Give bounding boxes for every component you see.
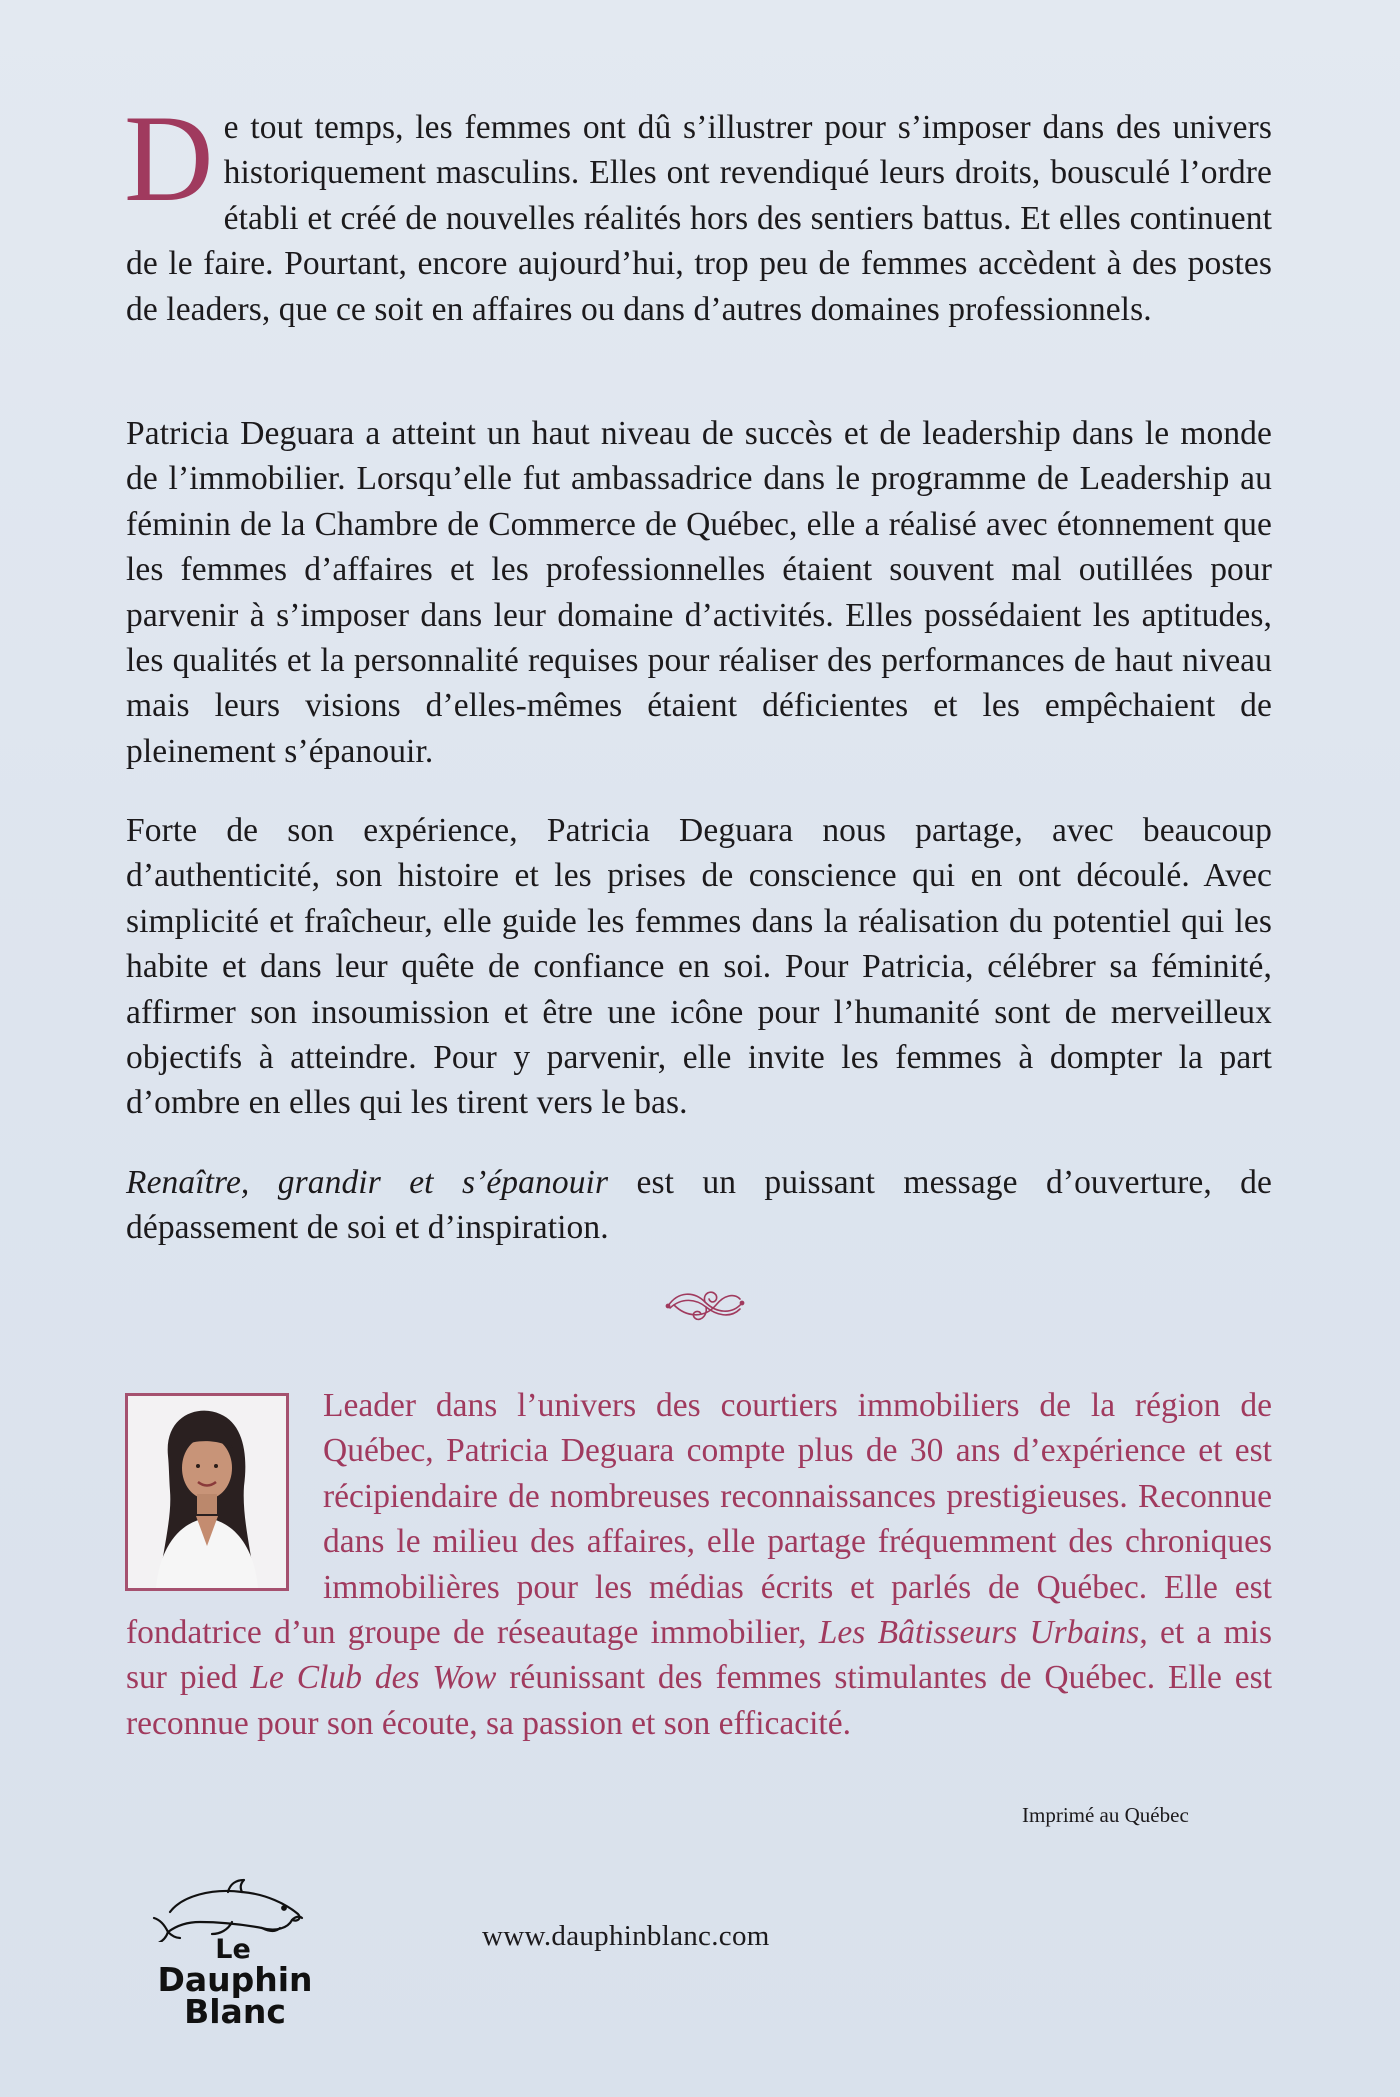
bio-text-3: réunissant des femmes stimulantes de Québec. Elle est reconnue pour son écoute, sa passion et son efficacité. <box>126 1659 1273 1742</box>
flourish-ornament-icon <box>664 1285 746 1327</box>
logo-word-dauphin: Dauphin <box>157 1960 313 1999</box>
author-photo <box>125 1393 289 1591</box>
closing-paragraph <box>126 1160 1272 1251</box>
bio-italic-2: Le Club des Wow <box>250 1659 497 1697</box>
drop-cap: D <box>124 90 214 227</box>
logo-word-blanc: Blanc <box>184 1992 286 2031</box>
bio-italic-1: Les Bâtisseurs Urbains <box>818 1614 1140 1652</box>
book-title: Renaître, grandir et s’épanouir <box>126 1164 609 1201</box>
logo-word-le: Le <box>215 1934 251 1965</box>
intro-paragraph <box>124 90 1272 332</box>
author-bio <box>126 1383 1272 1746</box>
publisher-logo <box>120 1872 350 2032</box>
publisher-website[interactable]: www.dauphinblanc.com <box>482 1920 770 1952</box>
bio-text-1: Leader dans l’univers des courtiers immobiliers de la région de Québec, Patricia Deguara compte plus de 30 ans d’expérience et est récipiendaire de nombreuses reconnaissances prestigieuses. Reconnue dans le milieu des affaires, elle partage fréquemment des chroniques immobilières pour les médias écrits et parlés de Québec. Elle est fondatrice d’un groupe de réseautage immobilier, <box>126 1387 1272 1652</box>
body-paragraph-2: Patricia Deguara a atteint un haut niveau de succès et de leadership dans le monde de l’immobilier. Lorsqu’elle fut ambassadrice dans le programme de Leadership au féminin de la Chambre de Commerce de Québec, elle a réalisé avec étonnement que les femmes d’affaires et les professionnelles étaient souvent mal outillées pour parvenir à s’imposer dans leur domaine d’activités. Elles possédaient les aptitudes, les qualités et la personnalité requises pour réaliser des performances de haut niveau mais leurs visions d’elles-mêmes étaient déficientes et les empêchaient de pleinement s’épanouir. <box>126 415 1272 770</box>
body-paragraph-3: Forte de son expérience, Patricia Deguara nous partage, avec beaucoup d’authenticité, son histoire et les prises de conscience qui en ont découlé. Avec simplicité et fraîcheur, elle guide les femmes dans la réalisation du potentiel qui les habite et dans leur quête de confiance en soi. Pour Patricia, célébrer sa féminité, affirmer son insoumission et être une icône pour l’humanité sont de merveilleux objectifs à atteindre. Pour y parvenir, elle invite les femmes à dompter la part d’ombre en elles qui les tirent vers le bas. <box>126 812 1272 1122</box>
printed-in-note: Imprimé au Québec <box>1022 1803 1189 1827</box>
dolphin-logo-icon <box>120 1872 350 1942</box>
author-portrait-icon <box>128 1396 286 1588</box>
intro-paragraph-text: e tout temps, les femmes ont dû s’illustrer pour s’imposer dans des univers historiquement masculins. Elles ont revendiqué leurs droits, bousculé l’ordre établi et créé de nouvelles réalités hors des sentiers battus. Et elles continuent de le faire. Pourtant, encore aujourd’hui, trop peu de femmes accèdent à des postes de leaders, que ce soit en affaires ou dans d’autres domaines professionnels. <box>126 109 1272 328</box>
closing-paragraph-text: est un puissant message d’ouverture, de dépassement de soi et d’inspiration. <box>126 1164 1272 1247</box>
bio-text-2: , et a mis sur pied <box>126 1614 1272 1697</box>
